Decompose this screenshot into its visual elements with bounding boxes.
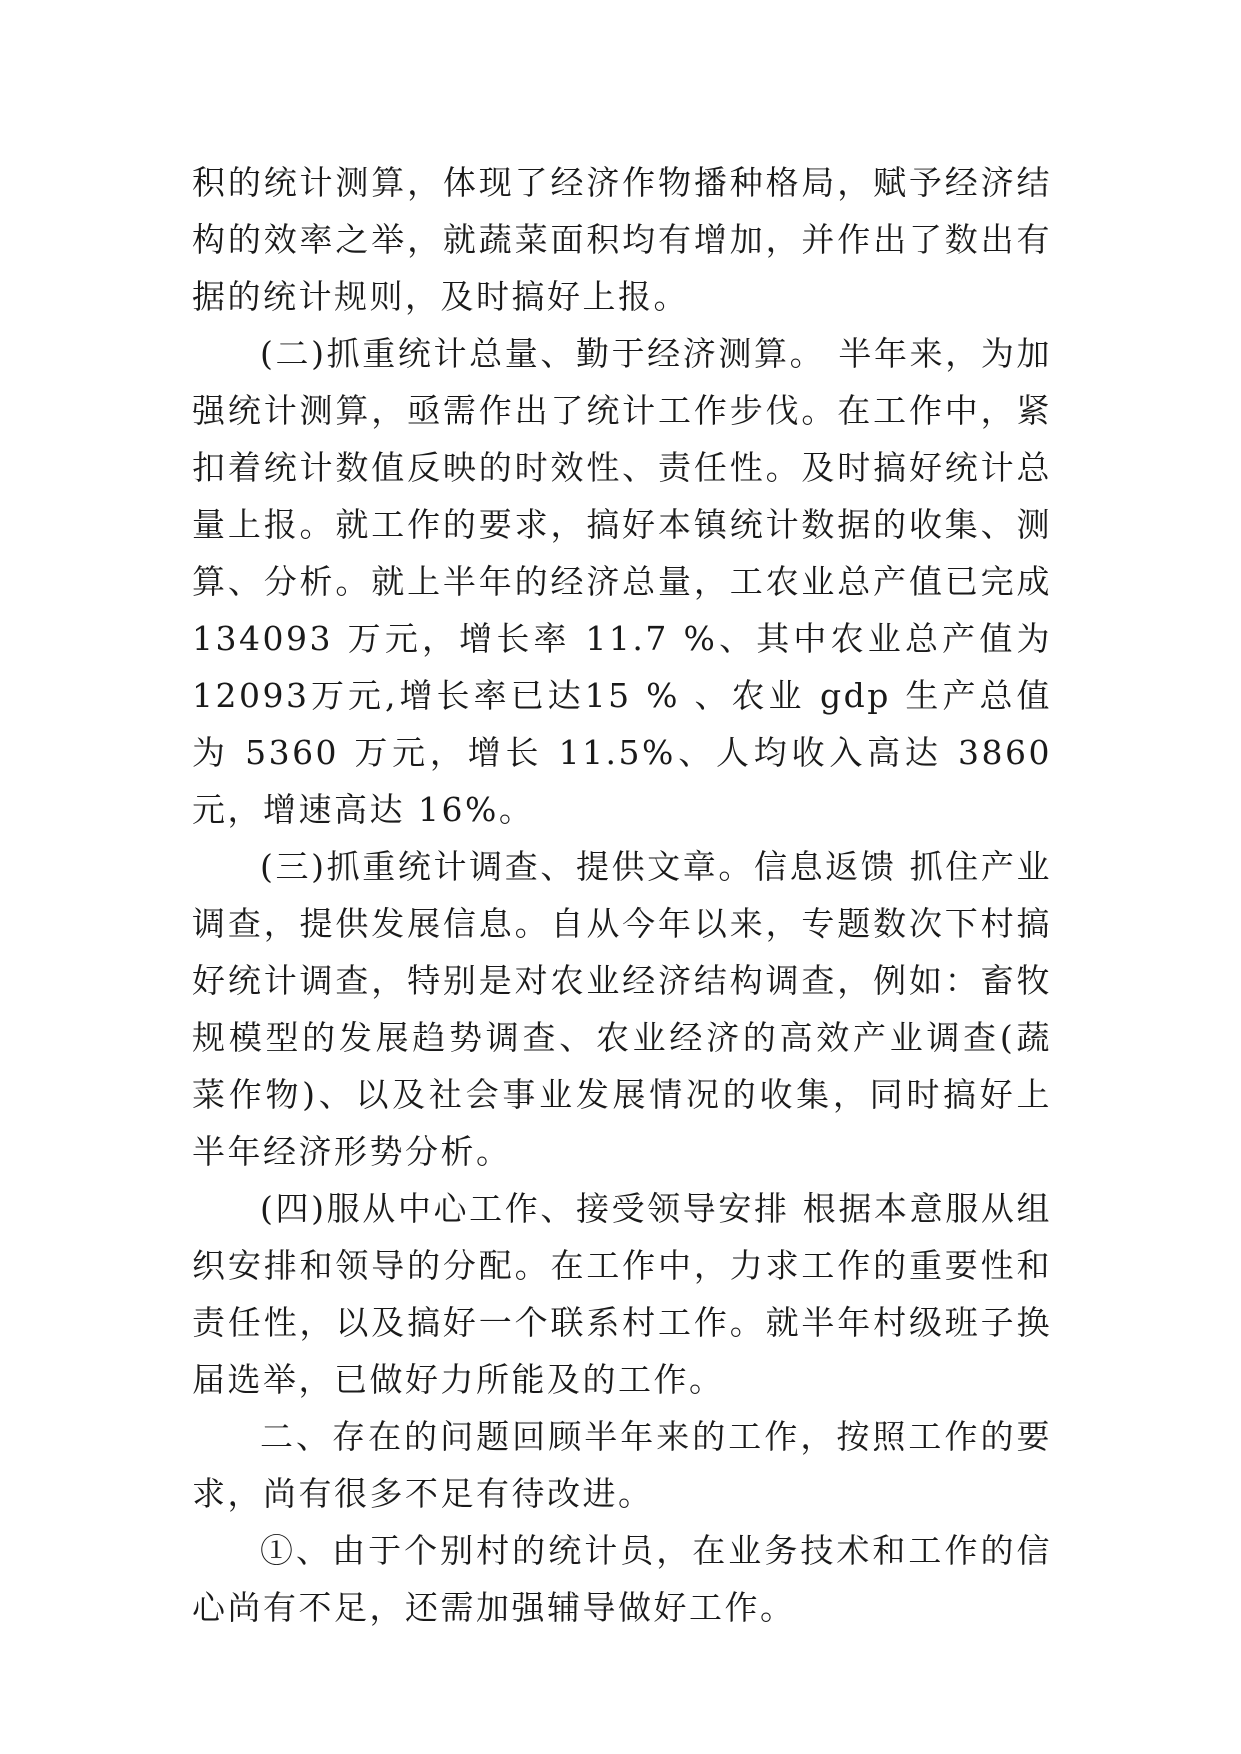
paragraph-continuation: 积的统计测算，体现了经济作物播种格局，赋予经济结构的效率之举，就蔬菜面积均有增加，并作出了数出有据的统计规则，及时搞好上报。	[192, 163, 1052, 316]
paragraph-section-three: (三)抓重统计调查、提供文章。信息返馈 抓住产业调查，提供发展信息。自从今年以来，专题数次下村搞好统计调查，特别是对农业经济结构调查，例如：畜牧规模型的发展趋势调查、农业经济的高效产业调查(蔬菜作物)、以及社会事业发展情况的收集，同时搞好上半年经济形势分析。	[192, 847, 1052, 1171]
document-body	[192, 154, 1052, 1636]
paragraph-problem-one: ①、由于个别村的统计员，在业务技术和工作的信心尚有不足，还需加强辅导做好工作。	[192, 1531, 1052, 1627]
paragraph-section-four: (四)服从中心工作、接受领导安排 根据本意服从组织安排和领导的分配。在工作中，力求工作的重要性和责任性，以及搞好一个联系村工作。就半年村级班子换届选举，已做好力所能及的工作。	[192, 1189, 1052, 1399]
paragraph-section-two: (二)抓重统计总量、勤于经济测算。 半年来，为加强统计测算，亟需作出了统计工作步伐。在工作中，紧扣着统计数值反映的时效性、责任性。及时搞好统计总量上报。就工作的要求，搞好本镇统计数据的收集、测算、分析。就上半年的经济总量，工农业总产值已完成 134093 万元，增长率 11.7 %、其中农业总产值为12093万元,增长率已达15 % 、农业 gdp 生产总值为 5360 万元，增长 11.5%、人均收入高达 3860 元，增速高达 16%。	[192, 334, 1052, 829]
paragraph-problems-heading: 二、存在的问题回顾半年来的工作，按照工作的要求，尚有很多不足有待改进。	[192, 1417, 1052, 1513]
